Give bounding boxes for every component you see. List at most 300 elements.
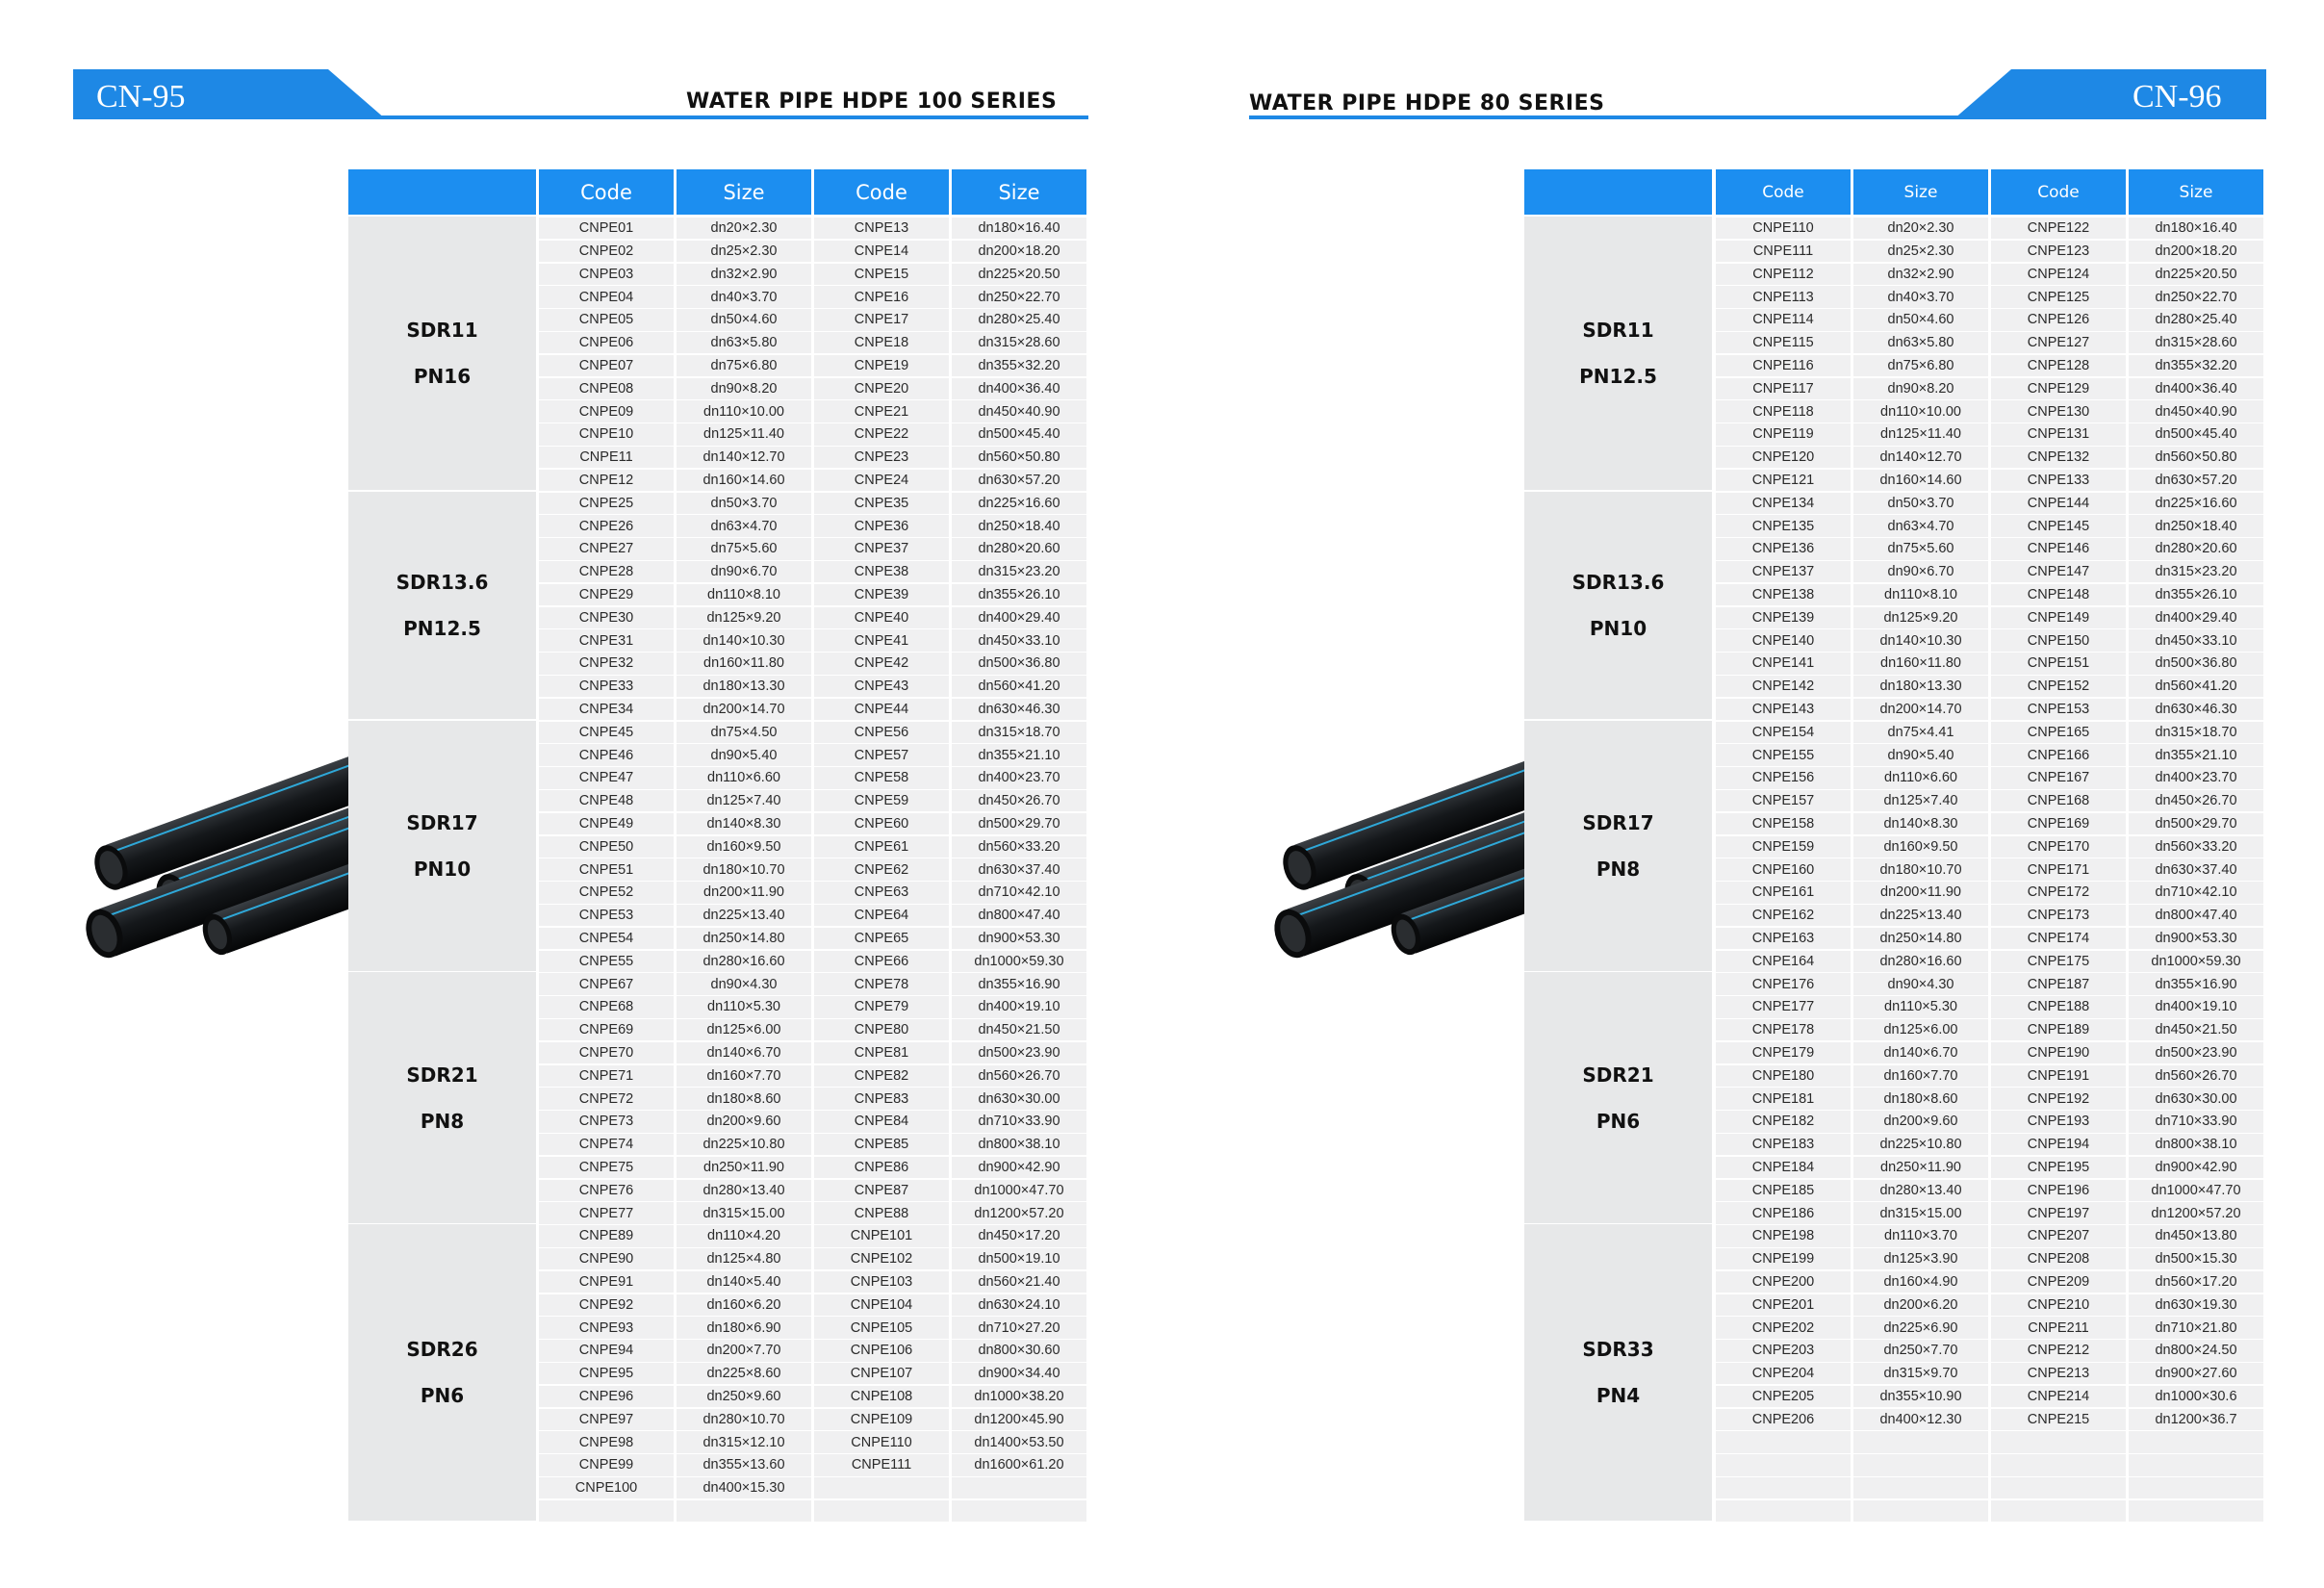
- size-cell: dn125×11.40: [1853, 423, 1988, 445]
- size-cell: dn200×7.70: [677, 1340, 811, 1361]
- size-cell: dn225×16.60: [2129, 493, 2263, 514]
- column-header-size: Size: [2129, 169, 2263, 215]
- code-cell: CNPE22: [814, 423, 949, 445]
- code-cell: CNPE200: [1716, 1271, 1851, 1293]
- size-cell: dn250×18.40: [952, 515, 1086, 536]
- size-cell: dn50×3.70: [677, 493, 811, 514]
- code-cell: CNPE140: [1716, 629, 1851, 651]
- code-cell: CNPE206: [1716, 1409, 1851, 1430]
- code-cell: CNPE158: [1716, 813, 1851, 834]
- size-cell: dn125×3.90: [1853, 1248, 1988, 1269]
- code-cell: CNPE211: [1991, 1317, 2126, 1338]
- size-cell: dn1000×30.6: [2129, 1386, 2263, 1407]
- code-cell: CNPE12: [539, 470, 674, 491]
- size-cell: dn400×15.30: [677, 1477, 811, 1498]
- code-cell: CNPE113: [1716, 286, 1851, 307]
- size-cell: dn225×10.80: [677, 1134, 811, 1155]
- code-cell: CNPE109: [814, 1409, 949, 1430]
- size-cell: dn160×14.60: [1853, 470, 1988, 491]
- size-cell: dn400×12.30: [1853, 1409, 1988, 1430]
- code-cell: CNPE18: [814, 332, 949, 353]
- size-cell: dn160×7.70: [677, 1065, 811, 1087]
- code-cell: [539, 1500, 674, 1522]
- code-cell: CNPE20: [814, 378, 949, 399]
- code-cell: CNPE66: [814, 951, 949, 972]
- code-cell: [1991, 1454, 2126, 1475]
- size-cell: dn225×10.80: [1853, 1134, 1988, 1155]
- code-cell: CNPE177: [1716, 996, 1851, 1017]
- code-cell: CNPE05: [539, 309, 674, 330]
- size-cell: dn1000×38.20: [952, 1386, 1086, 1407]
- size-cell: dn125×6.00: [1853, 1019, 1988, 1040]
- code-cell: CNPE117: [1716, 378, 1851, 399]
- pipes-image: [75, 741, 354, 972]
- size-cell: dn225×20.50: [952, 264, 1086, 285]
- code-cell: CNPE34: [539, 699, 674, 720]
- size-cell: dn90×4.30: [1853, 973, 1988, 994]
- size-cell: dn355×32.20: [2129, 355, 2263, 376]
- size-cell: dn315×23.20: [952, 561, 1086, 582]
- code-cell: CNPE155: [1716, 744, 1851, 765]
- size-cell: dn180×13.30: [677, 676, 811, 697]
- size-cell: dn1600×61.20: [952, 1454, 1086, 1475]
- size-cell: dn400×29.40: [952, 607, 1086, 628]
- code-cell: CNPE94: [539, 1340, 674, 1361]
- size-cell: dn32×2.90: [1853, 264, 1988, 285]
- size-cell: dn280×16.60: [677, 951, 811, 972]
- code-cell: CNPE110: [1716, 218, 1851, 239]
- code-cell: CNPE188: [1991, 996, 2126, 1017]
- code-cell: CNPE76: [539, 1180, 674, 1201]
- code-cell: CNPE159: [1716, 836, 1851, 858]
- code-cell: CNPE183: [1716, 1134, 1851, 1155]
- size-cell: dn315×9.70: [1853, 1363, 1988, 1384]
- size-cell: dn250×7.70: [1853, 1340, 1988, 1361]
- code-cell: CNPE181: [1716, 1088, 1851, 1109]
- code-cell: CNPE93: [539, 1317, 674, 1338]
- sdr-value: SDR13.6: [1571, 570, 1665, 594]
- header-blank-cell: [348, 169, 536, 215]
- code-cell: CNPE187: [1991, 973, 2126, 994]
- size-cell: dn355×10.90: [1853, 1386, 1988, 1407]
- code-cell: CNPE191: [1991, 1065, 2126, 1087]
- size-cell: dn160×9.50: [1853, 836, 1988, 858]
- size-cell: dn90×5.40: [677, 744, 811, 765]
- code-cell: CNPE73: [539, 1111, 674, 1132]
- sdr-group-label: [348, 492, 536, 720]
- size-cell: dn20×2.30: [677, 218, 811, 239]
- page-number: CN-95: [96, 79, 186, 115]
- size-cell: dn200×14.70: [677, 699, 811, 720]
- code-cell: CNPE07: [539, 355, 674, 376]
- size-cell: dn50×4.60: [1853, 309, 1988, 330]
- size-cell: dn40×3.70: [1853, 286, 1988, 307]
- size-cell: dn250×18.40: [2129, 515, 2263, 536]
- size-cell: dn900×53.30: [2129, 928, 2263, 949]
- size-cell: dn200×11.90: [677, 882, 811, 903]
- size-cell: dn63×4.70: [677, 515, 811, 536]
- size-cell: dn180×8.60: [677, 1088, 811, 1109]
- size-cell: dn315×28.60: [2129, 332, 2263, 353]
- size-cell: dn200×18.20: [2129, 241, 2263, 262]
- size-cell: dn450×21.50: [952, 1019, 1086, 1040]
- code-cell: CNPE210: [1991, 1294, 2126, 1316]
- code-cell: CNPE131: [1991, 423, 2126, 445]
- size-cell: dn225×16.60: [952, 493, 1086, 514]
- code-cell: CNPE122: [1991, 218, 2126, 239]
- size-cell: dn50×4.60: [677, 309, 811, 330]
- size-cell: dn560×26.70: [2129, 1065, 2263, 1087]
- size-cell: dn110×4.20: [677, 1225, 811, 1246]
- pn-value: PN10: [413, 857, 472, 881]
- size-cell: dn250×22.70: [2129, 286, 2263, 307]
- size-cell: dn500×23.90: [2129, 1042, 2263, 1063]
- size-cell: dn280×20.60: [2129, 538, 2263, 559]
- size-cell: dn140×12.70: [1853, 447, 1988, 468]
- series-title: WATER PIPE HDPE 80 SERIES: [1249, 91, 1605, 115]
- size-cell: dn200×11.90: [1853, 882, 1988, 903]
- column-header-code: Code: [814, 169, 949, 215]
- code-cell: CNPE14: [814, 241, 949, 262]
- size-cell: dn800×47.40: [952, 905, 1086, 926]
- size-cell: dn225×13.40: [1853, 905, 1988, 926]
- code-cell: CNPE118: [1716, 400, 1851, 422]
- size-cell: dn90×8.20: [1853, 378, 1988, 399]
- code-cell: CNPE115: [1716, 332, 1851, 353]
- size-cell: dn500×15.30: [2129, 1248, 2263, 1269]
- size-cell: dn500×29.70: [2129, 813, 2263, 834]
- size-cell: dn20×2.30: [1853, 218, 1988, 239]
- code-cell: CNPE26: [539, 515, 674, 536]
- code-cell: CNPE112: [1716, 264, 1851, 285]
- size-cell: dn280×16.60: [1853, 951, 1988, 972]
- size-cell: dn630×57.20: [2129, 470, 2263, 491]
- code-cell: CNPE202: [1716, 1317, 1851, 1338]
- code-cell: CNPE30: [539, 607, 674, 628]
- code-cell: CNPE42: [814, 653, 949, 674]
- code-cell: [814, 1477, 949, 1498]
- size-cell: dn800×38.10: [952, 1134, 1086, 1155]
- code-cell: CNPE16: [814, 286, 949, 307]
- code-cell: CNPE32: [539, 653, 674, 674]
- code-cell: CNPE13: [814, 218, 949, 239]
- size-cell: dn180×13.30: [1853, 676, 1988, 697]
- code-cell: CNPE132: [1991, 447, 2126, 468]
- size-cell: dn1000×47.70: [2129, 1180, 2263, 1201]
- size-cell: dn315×23.20: [2129, 561, 2263, 582]
- size-cell: dn280×25.40: [952, 309, 1086, 330]
- size-cell: dn75×6.80: [677, 355, 811, 376]
- size-cell: dn800×47.40: [2129, 905, 2263, 926]
- size-cell: dn355×26.10: [2129, 584, 2263, 605]
- code-cell: CNPE124: [1991, 264, 2126, 285]
- code-cell: CNPE104: [814, 1294, 949, 1316]
- code-cell: CNPE17: [814, 309, 949, 330]
- size-cell: dn450×17.20: [952, 1225, 1086, 1246]
- code-cell: CNPE213: [1991, 1363, 2126, 1384]
- size-cell: dn630×46.30: [952, 699, 1086, 720]
- column-header-code: Code: [1991, 169, 2126, 215]
- code-cell: CNPE29: [539, 584, 674, 605]
- code-cell: CNPE82: [814, 1065, 949, 1087]
- size-cell: dn630×37.40: [2129, 858, 2263, 880]
- size-cell: dn75×4.50: [677, 722, 811, 743]
- code-cell: CNPE185: [1716, 1180, 1851, 1201]
- size-cell: [1853, 1477, 1988, 1498]
- page-number: CN-96: [2132, 79, 2222, 115]
- code-cell: CNPE88: [814, 1202, 949, 1223]
- size-cell: dn125×7.40: [677, 790, 811, 811]
- code-cell: CNPE168: [1991, 790, 2126, 811]
- code-cell: CNPE91: [539, 1271, 674, 1293]
- code-cell: CNPE151: [1991, 653, 2126, 674]
- code-cell: CNPE72: [539, 1088, 674, 1109]
- size-cell: dn560×33.20: [2129, 836, 2263, 858]
- code-cell: CNPE160: [1716, 858, 1851, 880]
- code-cell: CNPE180: [1716, 1065, 1851, 1087]
- size-cell: dn1200×57.20: [2129, 1202, 2263, 1223]
- code-cell: CNPE156: [1716, 767, 1851, 788]
- size-cell: dn450×26.70: [952, 790, 1086, 811]
- code-cell: CNPE175: [1991, 951, 2126, 972]
- code-cell: CNPE134: [1716, 493, 1851, 514]
- code-cell: CNPE128: [1991, 355, 2126, 376]
- pn-value: PN12.5: [1579, 365, 1657, 389]
- code-cell: CNPE58: [814, 767, 949, 788]
- size-cell: dn560×17.20: [2129, 1271, 2263, 1293]
- size-cell: dn200×9.60: [1853, 1111, 1988, 1132]
- size-cell: dn250×11.90: [1853, 1157, 1988, 1178]
- code-cell: [1716, 1477, 1851, 1498]
- code-cell: CNPE25: [539, 493, 674, 514]
- code-cell: CNPE24: [814, 470, 949, 491]
- code-cell: [1716, 1500, 1851, 1522]
- size-cell: [952, 1500, 1086, 1522]
- code-cell: CNPE116: [1716, 355, 1851, 376]
- size-cell: dn125×9.20: [1853, 607, 1988, 628]
- code-cell: CNPE111: [814, 1454, 949, 1475]
- size-cell: dn110×6.60: [1853, 767, 1988, 788]
- code-cell: CNPE136: [1716, 538, 1851, 559]
- code-cell: CNPE164: [1716, 951, 1851, 972]
- size-cell: dn710×33.90: [2129, 1111, 2263, 1132]
- code-cell: CNPE167: [1991, 767, 2126, 788]
- code-cell: CNPE170: [1991, 836, 2126, 858]
- code-cell: CNPE209: [1991, 1271, 2126, 1293]
- code-cell: CNPE77: [539, 1202, 674, 1223]
- size-cell: dn140×10.30: [677, 629, 811, 651]
- pn-value: PN6: [420, 1384, 465, 1408]
- size-cell: dn630×19.30: [2129, 1294, 2263, 1316]
- code-cell: CNPE90: [539, 1248, 674, 1269]
- size-cell: dn125×11.40: [677, 423, 811, 445]
- sdr-value: SDR13.6: [396, 570, 489, 594]
- size-cell: dn280×10.70: [677, 1409, 811, 1430]
- code-cell: CNPE04: [539, 286, 674, 307]
- code-cell: CNPE126: [1991, 309, 2126, 330]
- size-cell: dn200×18.20: [952, 241, 1086, 262]
- size-cell: dn200×9.60: [677, 1111, 811, 1132]
- size-cell: dn125×7.40: [1853, 790, 1988, 811]
- size-cell: [2129, 1431, 2263, 1452]
- size-cell: dn90×6.70: [677, 561, 811, 582]
- code-cell: CNPE57: [814, 744, 949, 765]
- sdr-group-label: [348, 1224, 536, 1521]
- code-cell: CNPE123: [1991, 241, 2126, 262]
- size-cell: dn180×6.90: [677, 1317, 811, 1338]
- size-cell: dn1000×47.70: [952, 1180, 1086, 1201]
- size-cell: dn280×20.60: [952, 538, 1086, 559]
- size-cell: [2129, 1477, 2263, 1498]
- right-page: [1162, 0, 2324, 1588]
- size-cell: dn225×6.90: [1853, 1317, 1988, 1338]
- size-cell: dn450×33.10: [952, 629, 1086, 651]
- size-cell: dn800×24.50: [2129, 1340, 2263, 1361]
- code-cell: CNPE186: [1716, 1202, 1851, 1223]
- size-cell: dn90×5.40: [1853, 744, 1988, 765]
- code-cell: CNPE87: [814, 1180, 949, 1201]
- code-cell: CNPE78: [814, 973, 949, 994]
- pn-value: PN16: [413, 365, 472, 389]
- code-cell: CNPE174: [1991, 928, 2126, 949]
- size-cell: dn630×57.20: [952, 470, 1086, 491]
- code-cell: CNPE105: [814, 1317, 949, 1338]
- size-cell: dn500×19.10: [952, 1248, 1086, 1269]
- sdr-value: SDR17: [1582, 810, 1654, 834]
- size-cell: dn400×29.40: [2129, 607, 2263, 628]
- code-cell: CNPE215: [1991, 1409, 2126, 1430]
- size-cell: dn355×21.10: [2129, 744, 2263, 765]
- sdr-group-label: [1524, 492, 1712, 720]
- code-cell: CNPE75: [539, 1157, 674, 1178]
- code-cell: CNPE147: [1991, 561, 2126, 582]
- size-cell: dn250×14.80: [1853, 928, 1988, 949]
- size-cell: dn800×30.60: [952, 1340, 1086, 1361]
- size-cell: dn90×8.20: [677, 378, 811, 399]
- code-cell: CNPE03: [539, 264, 674, 285]
- size-cell: dn355×16.90: [952, 973, 1086, 994]
- code-cell: CNPE97: [539, 1409, 674, 1430]
- code-cell: CNPE207: [1991, 1225, 2126, 1246]
- code-cell: CNPE193: [1991, 1111, 2126, 1132]
- size-cell: dn110×8.10: [1853, 584, 1988, 605]
- code-cell: CNPE166: [1991, 744, 2126, 765]
- size-cell: dn125×9.20: [677, 607, 811, 628]
- code-cell: CNPE146: [1991, 538, 2126, 559]
- size-cell: dn110×5.30: [677, 996, 811, 1017]
- size-cell: dn125×4.80: [677, 1248, 811, 1269]
- size-cell: dn315×18.70: [952, 722, 1086, 743]
- code-cell: CNPE111: [1716, 241, 1851, 262]
- code-cell: CNPE157: [1716, 790, 1851, 811]
- size-cell: dn75×5.60: [1853, 538, 1988, 559]
- code-cell: CNPE165: [1991, 722, 2126, 743]
- pn-value: PN8: [420, 1109, 465, 1133]
- size-cell: [1853, 1454, 1988, 1475]
- code-cell: CNPE80: [814, 1019, 949, 1040]
- size-cell: dn25×2.30: [677, 241, 811, 262]
- code-cell: CNPE108: [814, 1386, 949, 1407]
- size-cell: dn140×8.30: [1853, 813, 1988, 834]
- size-cell: dn110×8.10: [677, 584, 811, 605]
- code-cell: CNPE59: [814, 790, 949, 811]
- code-cell: CNPE23: [814, 447, 949, 468]
- sdr-value: SDR26: [406, 1338, 478, 1362]
- size-cell: dn400×23.70: [952, 767, 1086, 788]
- size-cell: dn450×26.70: [2129, 790, 2263, 811]
- size-cell: dn400×19.10: [952, 996, 1086, 1017]
- code-cell: CNPE212: [1991, 1340, 2126, 1361]
- size-cell: [1853, 1431, 1988, 1452]
- size-cell: dn355×32.20: [952, 355, 1086, 376]
- size-cell: dn140×12.70: [677, 447, 811, 468]
- size-cell: dn500×36.80: [952, 653, 1086, 674]
- code-cell: CNPE69: [539, 1019, 674, 1040]
- size-cell: dn630×24.10: [952, 1294, 1086, 1316]
- code-cell: CNPE98: [539, 1431, 674, 1452]
- code-cell: CNPE138: [1716, 584, 1851, 605]
- size-cell: dn160×9.50: [677, 836, 811, 858]
- code-cell: CNPE107: [814, 1363, 949, 1384]
- size-cell: dn450×21.50: [2129, 1019, 2263, 1040]
- code-cell: CNPE92: [539, 1294, 674, 1316]
- size-cell: dn75×4.41: [1853, 722, 1988, 743]
- size-cell: dn160×4.90: [1853, 1271, 1988, 1293]
- code-cell: CNPE83: [814, 1088, 949, 1109]
- size-cell: dn250×14.80: [677, 928, 811, 949]
- code-cell: CNPE85: [814, 1134, 949, 1155]
- code-cell: CNPE11: [539, 447, 674, 468]
- column-header-size: Size: [677, 169, 811, 215]
- size-cell: dn180×16.40: [952, 218, 1086, 239]
- size-cell: dn560×41.20: [952, 676, 1086, 697]
- size-cell: dn1000×59.30: [2129, 951, 2263, 972]
- size-cell: dn75×5.60: [677, 538, 811, 559]
- size-cell: dn110×6.60: [677, 767, 811, 788]
- code-cell: CNPE28: [539, 561, 674, 582]
- code-cell: CNPE171: [1991, 858, 2126, 880]
- size-cell: dn315×15.00: [1853, 1202, 1988, 1223]
- size-cell: dn315×12.10: [677, 1431, 811, 1452]
- code-cell: CNPE161: [1716, 882, 1851, 903]
- code-cell: CNPE27: [539, 538, 674, 559]
- code-cell: CNPE120: [1716, 447, 1851, 468]
- code-cell: CNPE194: [1991, 1134, 2126, 1155]
- code-cell: CNPE142: [1716, 676, 1851, 697]
- size-cell: dn40×3.70: [677, 286, 811, 307]
- size-cell: dn280×13.40: [1853, 1180, 1988, 1201]
- code-cell: CNPE197: [1991, 1202, 2126, 1223]
- size-cell: dn450×40.90: [952, 400, 1086, 422]
- code-cell: CNPE64: [814, 905, 949, 926]
- code-cell: CNPE102: [814, 1248, 949, 1269]
- title-underline: [73, 115, 1088, 119]
- code-cell: CNPE208: [1991, 1248, 2126, 1269]
- code-cell: CNPE129: [1991, 378, 2126, 399]
- code-cell: CNPE39: [814, 584, 949, 605]
- size-cell: dn110×3.70: [1853, 1225, 1988, 1246]
- title-underline: [1249, 115, 2266, 119]
- sdr-value: SDR17: [406, 810, 478, 834]
- code-cell: CNPE60: [814, 813, 949, 834]
- size-cell: dn225×13.40: [677, 905, 811, 926]
- code-cell: CNPE50: [539, 836, 674, 858]
- code-cell: CNPE56: [814, 722, 949, 743]
- code-cell: CNPE51: [539, 858, 674, 880]
- size-cell: dn630×30.00: [952, 1088, 1086, 1109]
- code-cell: CNPE21: [814, 400, 949, 422]
- size-cell: dn160×14.60: [677, 470, 811, 491]
